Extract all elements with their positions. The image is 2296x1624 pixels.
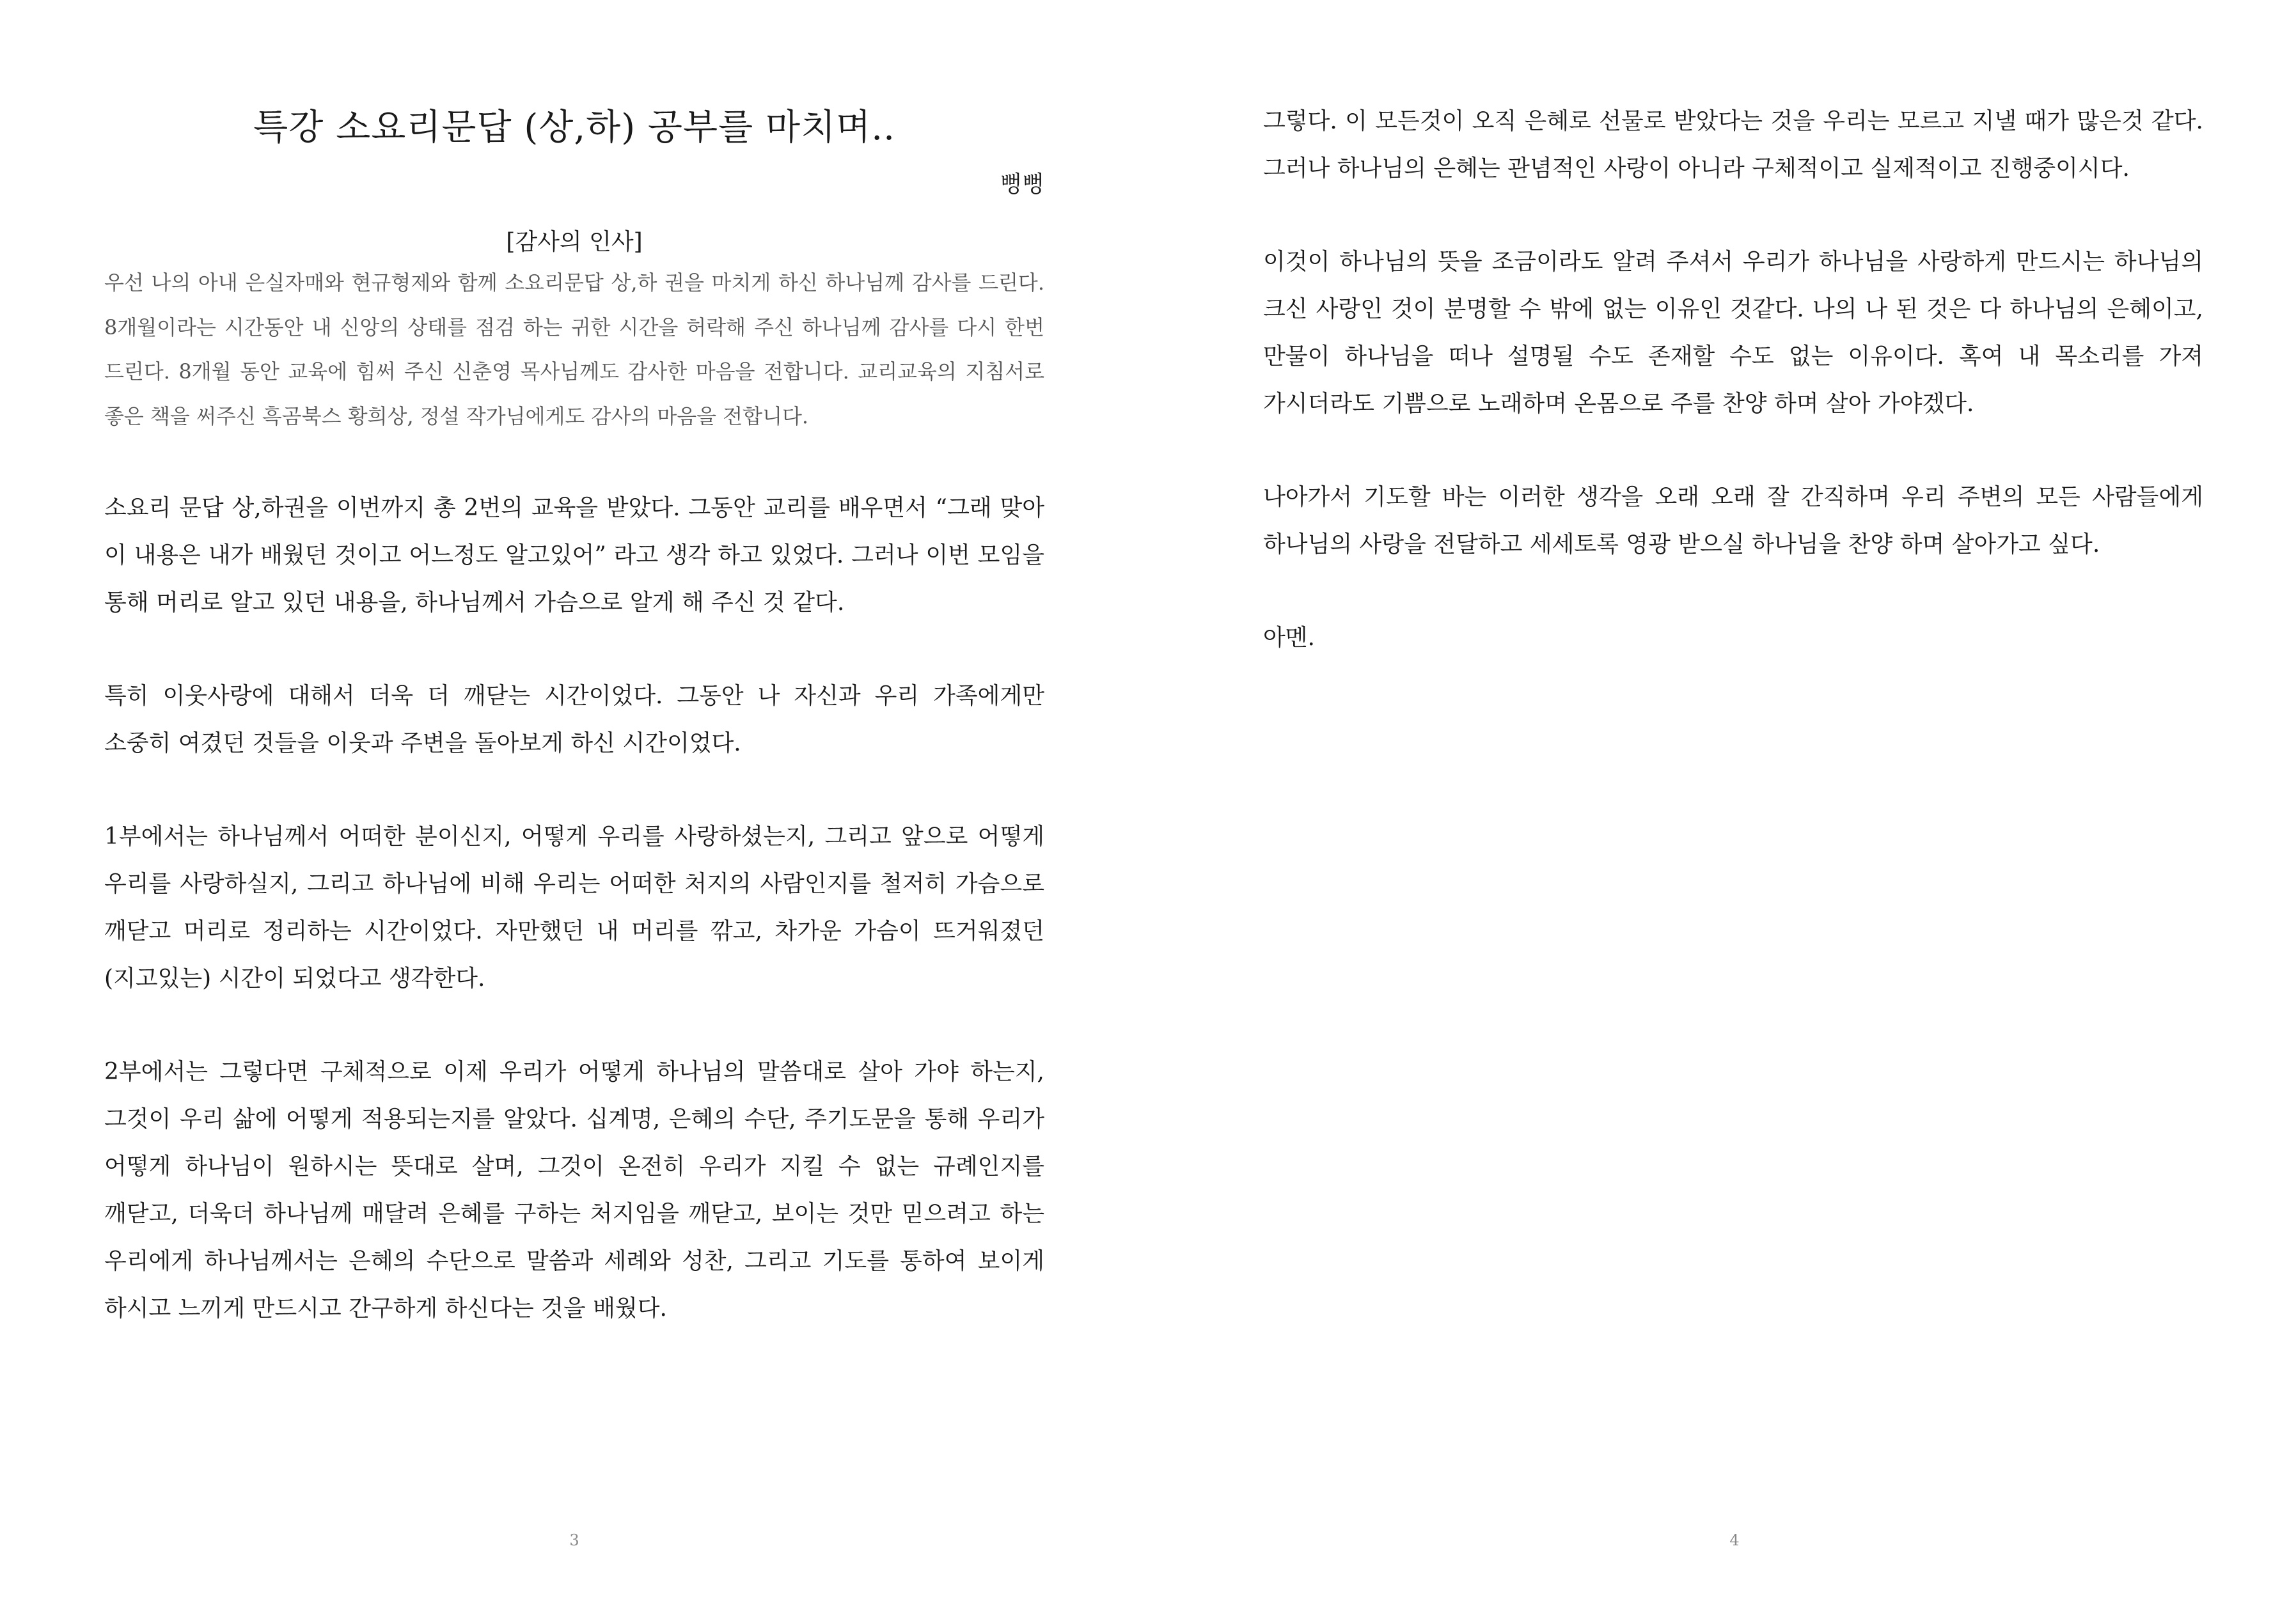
left-page-content	[104, 102, 1044, 1332]
body-paragraph: 1부에서는 하나님께서 어떠한 분이신지, 어떻게 우리를 사랑하셨는지, 그리고 앞으로 어떻게 우리를 사랑하실지, 그리고 하나님에 비해 우리는 어떠한 처지의 사람인지를 철저히 가슴으로 깨닫고 머리로 정리하는 시간이었다. 자만했던 내 머리를 깎고, 차가운 가슴이 뜨거워졌던(지고있는) 시간이 되었다고 생각한다.	[104, 824, 1044, 992]
author-name: 뻥뻥	[1000, 171, 1044, 198]
body-paragraph: 2부에서는 그렇다면 구체적으로 이제 우리가 어떻게 하나님의 말씀대로 살아 가야 하는지, 그것이 우리 삶에 어떻게 적용되는지를 알았다. 십계명, 은혜의 수단, 주기도문을 통해 우리가 어떻게 하나님이 원하시는 뜻대로 살며, 그것이 온전히 우리가 지킬 수 없는 규례인지를 깨닫고, 더욱더 하나님께 매달려 은혜를 구하는 처지임을 깨닫고, 보이는 것만 믿으려고 하는 우리에게 하나님께서는 은혜의 수단으로 말씀과 세례와 성찬, 그리고 기도를 통하여 보이게 하시고 느끼게 만드시고 간구하게 하신다는 것을 배웠다.	[104, 1059, 1044, 1322]
page-number: 3	[569, 1531, 579, 1549]
right-page-content	[1263, 98, 2203, 708]
body-paragraph: 나아가서 기도할 바는 이러한 생각을 오래 오래 잘 간직하며 우리 주변의 모든 사람들에게 하나님의 사랑을 전달하고 세세토록 영광 받으실 하나님을 찬양 하며 살아가고 싶다.	[1263, 484, 2203, 558]
body-paragraph: 그렇다. 이 모든것이 오직 은혜로 선물로 받았다는 것을 우리는 모르고 지낼 때가 많은것 같다. 그러나 하나님의 은혜는 관념적인 사랑이 아니라 구체적이고 실제적이고 진행중이시다.	[1263, 108, 2203, 182]
thanks-paragraph: 우선 나의 아내 은실자매와 현규형제와 함께 소요리문답 상,하 권을 마치게 하신 하나님께 감사를 드린다. 8개월이라는 시간동안 내 신앙의 상태를 점검 하는 귀한 시간을 허락해 주신 하나님께 감사를 다시 한번 드린다. 8개월 동안 교육에 힘써 주신 신춘영 목사님께도 감사한 마음을 전합니다. 교리교육의 지침서로 좋은 책을 써주신 흑곰북스 황희상, 정설 작가님에게도 감사의 마음을 전합니다.	[104, 270, 1044, 428]
body-paragraph: 특히 이웃사랑에 대해서 더욱 더 깨닫는 시간이었다. 그동안 나 자신과 우리 가족에게만 소중히 여겼던 것들을 이웃과 주변을 돌아보게 하신 시간이었다.	[104, 683, 1044, 756]
body-paragraph: 소요리 문답 상,하권을 이번까지 총 2번의 교육을 받았다. 그동안 교리를 배우면서 “그래 맞아 이 내용은 내가 배웠던 것이고 어느정도 알고있어” 라고 생각 하고 있었다. 그러나 이번 모임을 통해 머리로 알고 있던 내용을, 하나님께서 가슴으로 알게 해 주신 것 같다.	[104, 495, 1044, 616]
section-heading: [감사의 인사]	[506, 229, 643, 255]
document-title: 특강 소요리문답 (상,하) 공부를 마치며..	[253, 107, 895, 148]
page-number: 4	[1729, 1531, 1740, 1549]
body-paragraph: 이것이 하나님의 뜻을 조금이라도 알려 주셔서 우리가 하나님을 사랑하게 만드시는 하나님의 크신 사랑인 것이 분명할 수 밖에 없는 이유인 것같다. 나의 나 된 것은 다 하나님의 은혜이고, 만물이 하나님을 떠나 설명될 수도 존재할 수도 없는 이유이다. 혹여 내 목소리를 가져 가시더라도 기쁨으로 노래하며 온몸으로 주를 찬양 하며 살아 가야겠다.	[1263, 249, 2203, 417]
right-page	[1148, 0, 2296, 1624]
closing-amen: 아멘.	[1263, 625, 1315, 651]
